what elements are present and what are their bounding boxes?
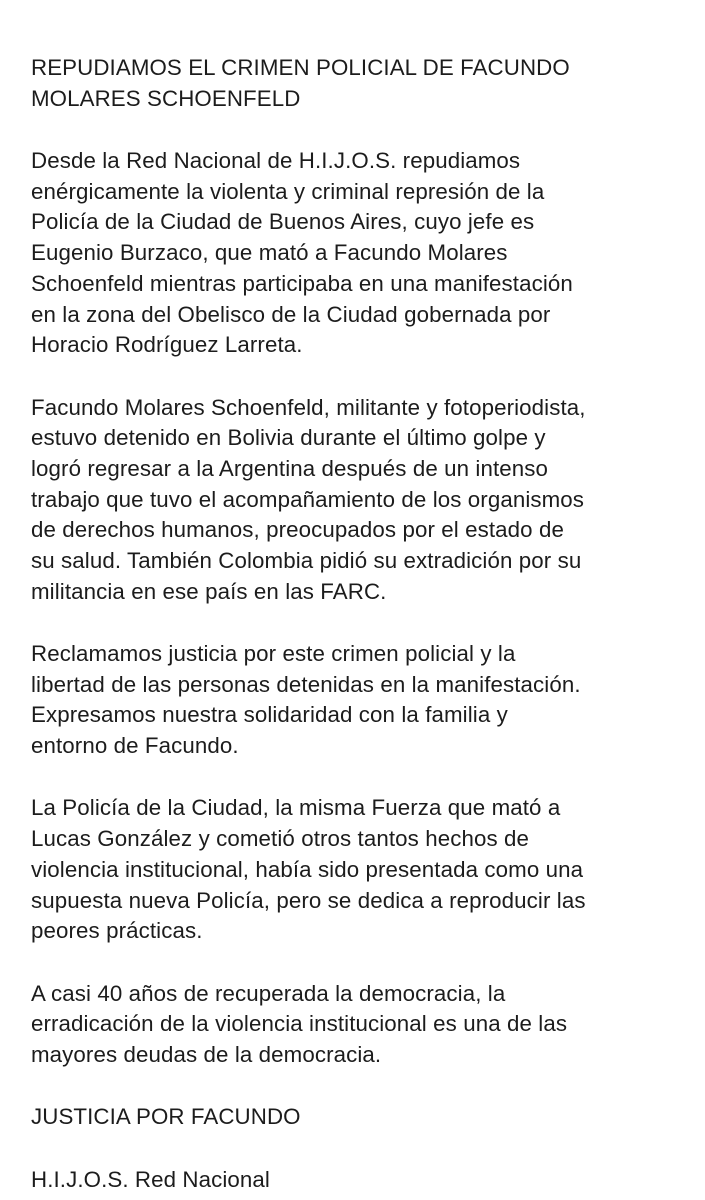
paragraph-line: de derechos humanos, preocupados por el estado de [31,517,564,543]
paragraph-line: Facundo Molares Schoenfeld, militante y fotoperiodista, [31,394,586,420]
paragraph-line: militancia en ese país en las FARC. [31,578,387,604]
paragraph-democracia [31,979,691,1071]
paragraph-line: entorno de Facundo. [31,733,239,759]
paragraph-line: Reclamamos justicia por este crimen policial y la [31,641,516,667]
closing-text: JUSTICIA POR FACUNDO [31,1104,301,1130]
paragraph-line: Lucas González y cometió otros tantos hechos de [31,826,529,852]
statement-document [31,53,691,1195]
paragraph-line: logró regresar a la Argentina después de un intenso [31,455,549,481]
title-line: MOLARES SCHOENFELD [31,85,301,111]
paragraph-policia [31,793,691,947]
statement-title [31,53,691,114]
paragraph-line: violencia institucional, había sido presentada como una [31,856,584,882]
paragraph-line: supuesta nueva Policía, pero se dedica a reproducir las [31,887,586,913]
paragraph-line: libertad de las personas detenidas en la manifestación. [31,671,581,697]
title-line: REPUDIAMOS EL CRIMEN POLICIAL DE FACUNDO [31,55,570,80]
paragraph-line: Expresamos nuestra solidaridad con la familia y [31,702,508,728]
paragraph-line: estuvo detenido en Bolivia durante el último golpe y [31,425,546,451]
paragraph-line: erradicación de la violencia institucional es una de las [31,1011,568,1037]
paragraph-line: Schoenfeld mientras participaba en una manifestación [31,270,573,296]
paragraph-reclamo [31,639,691,762]
paragraph-line: peores prácticas. [31,918,203,944]
paragraph-line: Policía de la Ciudad de Buenos Aires, cuyo jefe es [31,209,535,235]
paragraph-line: Eugenio Burzaco, que mató a Facundo Molares [31,240,508,266]
paragraph-line: enérgicamente la violenta y criminal represión de la [31,178,545,204]
paragraph-line: mayores deudas de la democracia. [31,1041,382,1067]
paragraph-line: en la zona del Obelisco de la Ciudad gobernada por [31,301,551,327]
paragraph-line: trabajo que tuvo el acompañamiento de los organismos [31,486,585,512]
paragraph-line: su salud. También Colombia pidió su extradición por su [31,548,582,574]
paragraph-line: Horacio Rodríguez Larreta. [31,332,303,358]
paragraph-line: Desde la Red Nacional de H.I.J.O.S. repudiamos [31,148,521,173]
signature [31,1165,691,1196]
paragraph-line: La Policía de la Ciudad, la misma Fuerza que mató a [31,795,561,821]
signature-text: H.I.J.O.S. Red Nacional [31,1166,270,1192]
paragraph-biografia [31,393,691,608]
paragraph-line: A casi 40 años de recuperada la democracia, la [31,980,506,1006]
closing-line [31,1102,691,1133]
paragraph-repudio [31,146,691,361]
